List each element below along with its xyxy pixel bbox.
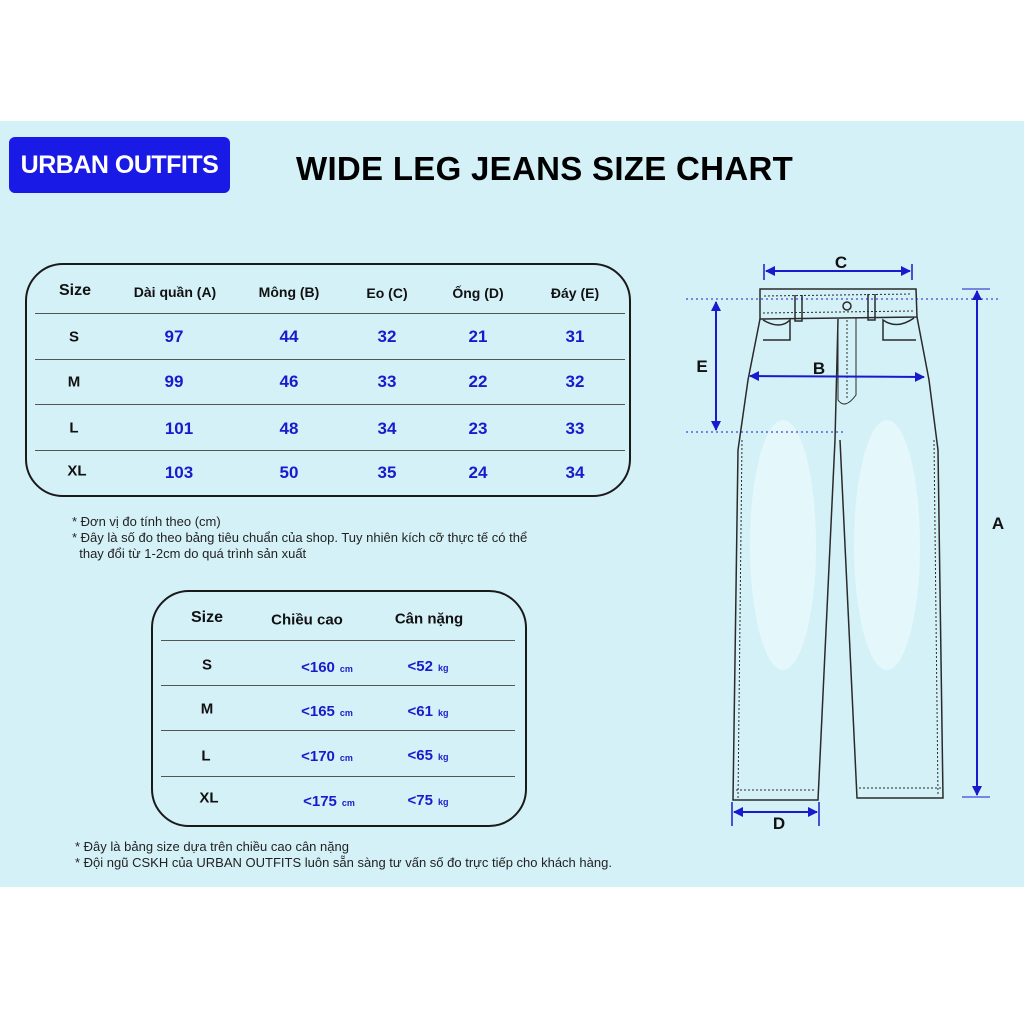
row-divider <box>35 359 625 360</box>
header-leg-opening: Ống (D) <box>452 285 504 301</box>
header-height: Chiều cao <box>271 611 343 629</box>
height-value: <175 <box>303 793 337 810</box>
header-length: Dài quần (A) <box>133 284 217 300</box>
label-a: A <box>991 514 1005 533</box>
row-size: M <box>67 373 81 391</box>
row-divider <box>161 640 515 641</box>
height-unit: cm <box>339 753 353 763</box>
cell-hip: 46 <box>279 372 299 391</box>
row-size: S <box>68 328 80 346</box>
header-weight: Cân nặng <box>394 610 464 628</box>
row-divider <box>35 450 625 451</box>
weight-value: <52 <box>407 658 433 675</box>
label-e: E <box>696 357 708 376</box>
cell-leg-opening: 23 <box>468 419 488 438</box>
measurement-table <box>25 263 631 497</box>
row-divider <box>35 313 625 314</box>
cell-hip: 50 <box>279 463 299 482</box>
cell-length: 101 <box>164 419 194 438</box>
height-value: <170 <box>301 748 335 765</box>
cell-rise: 34 <box>565 463 585 482</box>
weight-value: <65 <box>407 747 433 764</box>
note-size-basis: * Đây là bảng size dựa trên chiều cao cân nặng <box>75 839 349 854</box>
cell-leg-opening: 24 <box>468 463 488 482</box>
note-support: * Đội ngũ CSKH của URBAN OUTFITS luôn sẵn sàng tư vấn số đo trực tiếp cho khách hàng. <box>75 855 612 870</box>
cell-length: 99 <box>164 372 184 391</box>
cell-rise: 33 <box>565 419 585 438</box>
cell-leg-opening: 22 <box>468 372 488 391</box>
cell-weight <box>408 792 449 810</box>
cell-waist: 35 <box>377 463 397 482</box>
brand-logo <box>9 137 230 193</box>
height-unit: cm <box>339 708 353 718</box>
cell-height <box>301 659 353 677</box>
cell-rise: 32 <box>565 372 585 391</box>
row-size: L <box>201 747 211 765</box>
cell-height <box>301 703 353 721</box>
weight-unit: kg <box>437 663 449 673</box>
cell-length: 97 <box>164 327 184 346</box>
height-value: <160 <box>301 659 335 676</box>
row-divider <box>161 730 515 731</box>
cell-length: 103 <box>164 463 194 482</box>
header-rise: Đáy (E) <box>550 285 600 301</box>
weight-unit: kg <box>437 752 449 762</box>
label-c: C <box>834 253 848 272</box>
header-waist: Eo (C) <box>366 285 408 301</box>
row-size: M <box>200 700 214 718</box>
weight-value: <61 <box>407 703 433 720</box>
jeans-diagram <box>660 240 1020 840</box>
header-size: Size <box>58 282 92 299</box>
row-size: S <box>201 656 213 674</box>
cell-hip: 48 <box>279 419 299 438</box>
header-size: Size <box>190 609 224 626</box>
brand-logo-text: URBAN OUTFITS <box>20 150 219 179</box>
fit-table <box>151 590 527 827</box>
cell-hip: 44 <box>279 327 299 346</box>
cell-leg-opening: 21 <box>468 327 488 346</box>
page-title: WIDE LEG JEANS SIZE CHART <box>296 150 794 187</box>
row-size: XL <box>199 789 219 807</box>
row-divider <box>161 776 515 777</box>
cell-weight <box>408 658 449 676</box>
weight-unit: kg <box>437 797 449 807</box>
weight-unit: kg <box>437 708 449 718</box>
cell-rise: 31 <box>565 327 585 346</box>
arrow-b <box>750 376 924 377</box>
button-icon <box>843 302 851 310</box>
cell-waist: 32 <box>377 327 397 346</box>
cell-waist: 34 <box>377 419 397 438</box>
note-unit: * Đơn vị đo tính theo (cm) <box>72 514 221 529</box>
cell-height <box>301 748 353 766</box>
height-value: <165 <box>301 703 335 720</box>
cell-weight <box>408 703 449 721</box>
label-d: D <box>772 814 786 833</box>
row-size: L <box>69 419 79 437</box>
row-size: XL <box>67 462 87 480</box>
row-divider <box>35 404 625 405</box>
label-b: B <box>812 359 826 378</box>
note-tolerance: thay đổi từ 1-2cm do quá trình sản xuất <box>72 546 307 561</box>
weight-value: <75 <box>407 792 433 809</box>
leg-highlight <box>854 420 920 670</box>
note-standard: * Đây là số đo theo bảng tiêu chuẩn của shop. Tuy nhiên kích cỡ thực tế có thể <box>72 530 528 545</box>
height-unit: cm <box>341 798 355 808</box>
leg-highlight <box>750 420 816 670</box>
cell-waist: 33 <box>377 372 397 391</box>
height-unit: cm <box>339 664 353 674</box>
cell-weight <box>408 747 449 765</box>
row-divider <box>161 685 515 686</box>
header-hip: Mông (B) <box>258 284 320 300</box>
cell-height <box>303 793 355 811</box>
